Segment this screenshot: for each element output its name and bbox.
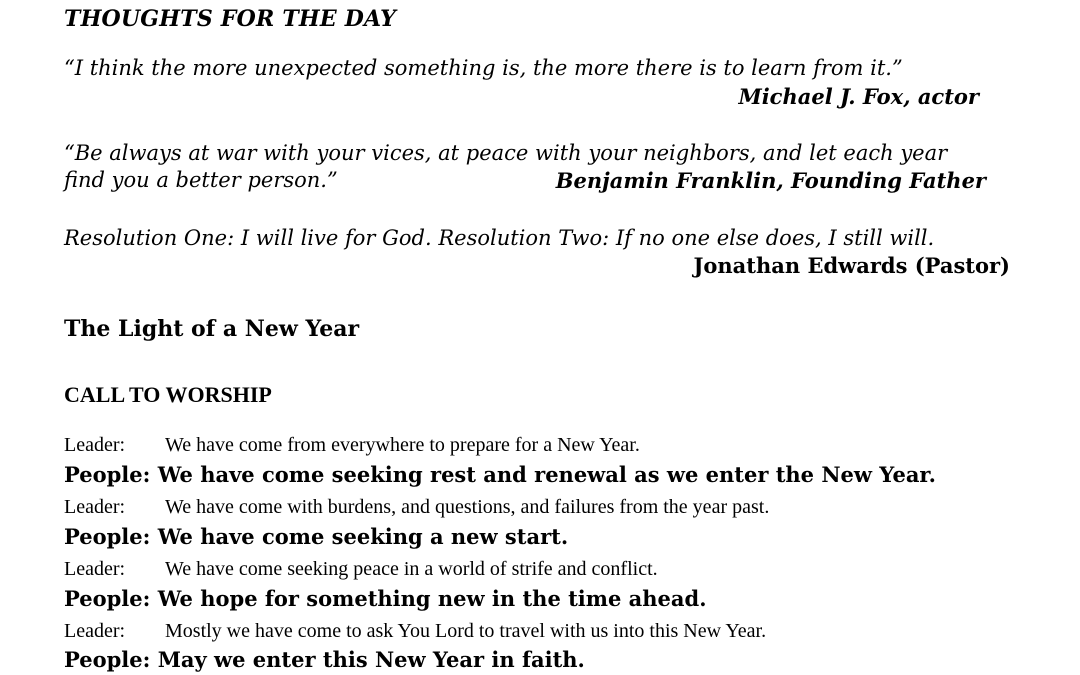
quote-3-text: Resolution One: I will live for God. Resolution Two: If no one else does, I still will. [64,226,935,250]
leader-role-label: Leader: [64,496,126,518]
quote-1-text: “I think the more unexpected something is, the more there is to learn from it.” [64,56,903,80]
thoughts-title: THOUGHTS FOR THE DAY [64,6,397,32]
quote-1-attribution: Michael J. Fox, actor [738,84,979,109]
people-text: May we enter this New Year in faith. [157,647,585,672]
leader-line-3 [64,558,658,581]
leader-role-label: Leader: [64,434,126,456]
people-line-2 [64,524,568,549]
sermon-title: The Light of a New Year [64,316,360,342]
people-role-label: People: [64,586,151,611]
call-to-worship-heading: CALL TO WORSHIP [64,382,272,407]
people-role-label: People: [64,462,151,487]
leader-role-label: Leader: [64,620,126,642]
people-line-1 [64,462,936,487]
people-text: We have come seeking rest and renewal as we enter the New Year. [157,462,936,487]
leader-text: Mostly we have come to ask You Lord to travel with us into this New Year. [165,620,767,642]
leader-role-label: Leader: [64,558,126,580]
quote-2-text-line1: “Be always at war with your vices, at peace with your neighbors, and let each year [64,141,948,165]
quote-2-attribution: Benjamin Franklin, Founding Father [555,168,986,193]
people-text: We have come seeking a new start. [157,524,569,549]
leader-text: We have come with burdens, and questions, and failures from the year past. [165,496,770,518]
leader-line-4 [64,620,766,643]
leader-line-1 [64,434,640,457]
people-line-3 [64,586,707,611]
people-line-4 [64,647,585,672]
people-role-label: People: [64,524,151,549]
quote-3-attribution: Jonathan Edwards (Pastor) [693,253,1010,278]
people-text: We hope for something new in the time ahead. [157,586,707,611]
people-role-label: People: [64,647,151,672]
quote-2-text-line2: find you a better person.” [64,168,338,192]
leader-line-2 [64,496,769,519]
leader-text: We have come from everywhere to prepare for a New Year. [165,434,640,456]
leader-text: We have come seeking peace in a world of strife and conflict. [165,558,658,580]
